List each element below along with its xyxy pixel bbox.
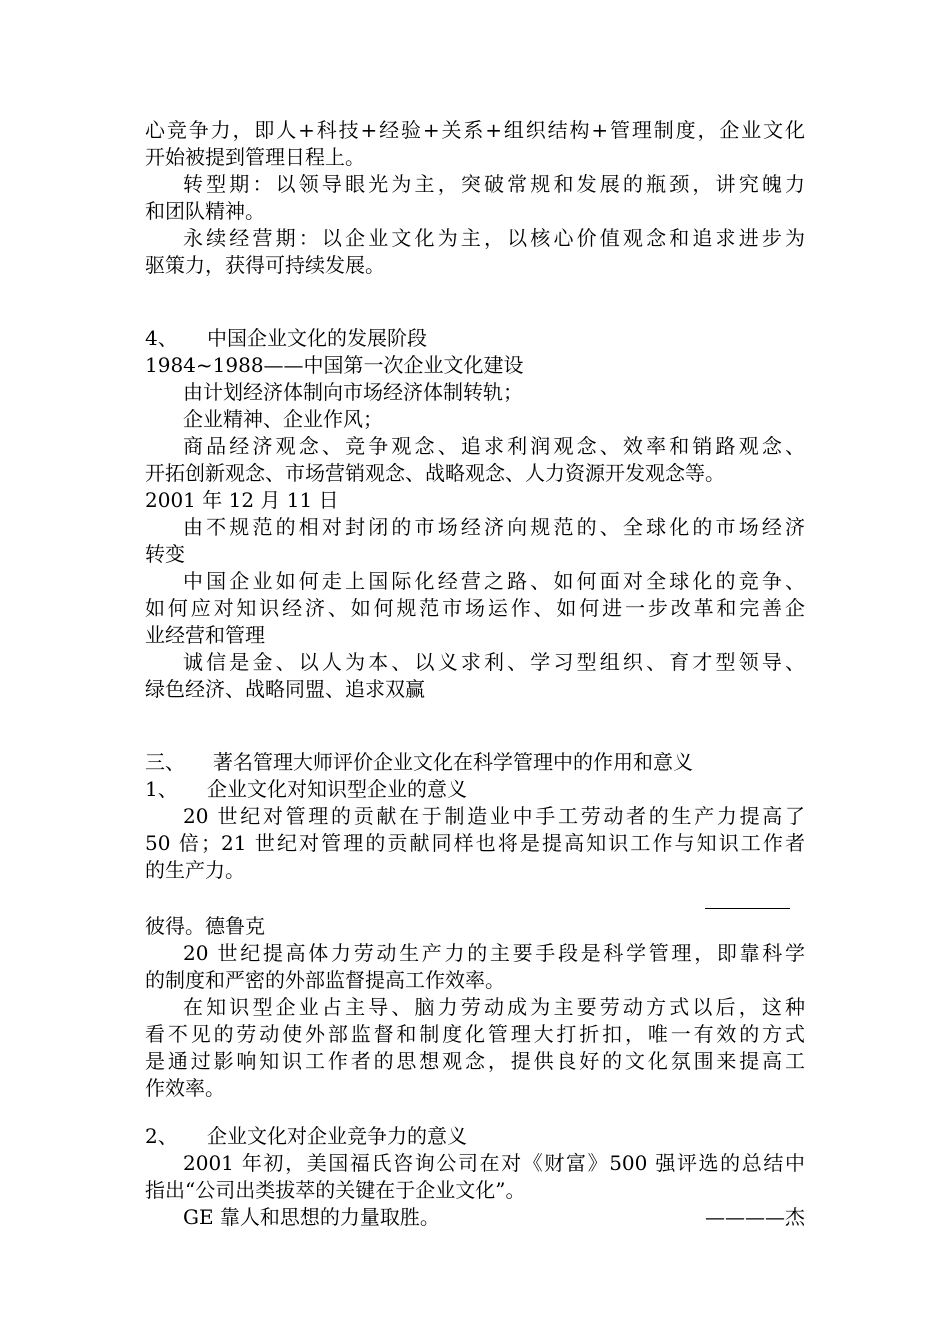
paragraph-line: 开始被提到管理日程上。 bbox=[145, 145, 365, 169]
paragraph-line: 和团队精神。 bbox=[145, 199, 265, 223]
paragraph-line: 由不规范的相对封闭的市场经济向规范的、全球化的市场经济 bbox=[183, 515, 805, 539]
paragraph-line: 在知识型企业占主导、脑力劳动成为主要劳动方式以后，这种 bbox=[183, 995, 805, 1019]
paragraph-line: 20 世纪对管理的贡献在于制造业中手工劳动者的生产力提高了 bbox=[183, 804, 805, 828]
heading-text: 著名管理大师评价企业文化在科学管理中的作用和意义 bbox=[213, 750, 693, 774]
paragraph-line: 的生产力。 bbox=[145, 858, 245, 882]
paragraph-line: 永续经营期：以企业文化为主，以核心价值观念和追求进步为 bbox=[183, 226, 805, 250]
paragraph-line: 心竞争力，即人+科技+经验+关系+组织结构+管理制度，企业文化 bbox=[145, 118, 805, 142]
paragraph-line: 商品经济观念、竞争观念、追求利润观念、效率和销路观念、 bbox=[183, 434, 805, 458]
heading-text: 企业文化对知识型企业的意义 bbox=[207, 777, 467, 801]
paragraph-line: 20 世纪提高体力劳动生产力的主要手段是科学管理，即靠科学 bbox=[183, 941, 805, 965]
paragraph-line: 由计划经济体制向市场经济体制转轨； bbox=[183, 380, 523, 404]
heading-number: 1、 bbox=[145, 777, 178, 801]
paragraph-line: 企业精神、企业作风； bbox=[183, 407, 383, 431]
paragraph-line bbox=[145, 1204, 805, 1231]
stage-title: 1984~1988——中国第一次企业文化建设 bbox=[145, 353, 524, 377]
heading-number: 三、 bbox=[145, 750, 185, 774]
paragraph-line: 的制度和严密的外部监督提高工作效率。 bbox=[145, 968, 505, 992]
document-body bbox=[145, 117, 805, 1231]
paragraph-line: 指出“公司出类拔萃的关键在于企业文化”。 bbox=[145, 1178, 526, 1202]
quote-attribution: 彼得。德鲁克 bbox=[145, 914, 265, 938]
signature-rule bbox=[705, 884, 790, 909]
paragraph-line: 中国企业如何走上国际化经营之路、如何面对全球化的竞争、 bbox=[183, 569, 805, 593]
paragraph-line: 开拓创新观念、市场营销观念、战略观念、人力资源开发观念等。 bbox=[145, 461, 725, 485]
section-heading-4 bbox=[145, 325, 805, 352]
heading-text: 企业文化对企业竞争力的意义 bbox=[207, 1124, 467, 1148]
heading-number: 2、 bbox=[145, 1124, 178, 1148]
paragraph-line: 2001 年初，美国福氏咨询公司在对《财富》500 强评选的总结中 bbox=[183, 1151, 805, 1175]
heading-text: 中国企业文化的发展阶段 bbox=[207, 326, 427, 350]
paragraph-line: 绿色经济、战略同盟、追求双赢 bbox=[145, 677, 425, 701]
stage-title: 2001 年 12 月 11 日 bbox=[145, 488, 339, 512]
paragraph-line: 看不见的劳动使外部监督和制度化管理大打折扣，唯一有效的方式 bbox=[145, 1022, 805, 1046]
quote-text: GE 靠人和思想的力量取胜。 bbox=[183, 1205, 440, 1229]
paragraph-line: 是通过影响知识工作者的思想观念，提供良好的文化氛围来提高工 bbox=[145, 1049, 805, 1073]
subsection-heading-1 bbox=[145, 776, 805, 803]
paragraph-line: 转变 bbox=[145, 542, 185, 566]
paragraph-line: 驱策力，获得可持续发展。 bbox=[145, 253, 385, 277]
paragraph-line: 转型期：以领导眼光为主，突破常规和发展的瓶颈，讲究魄力 bbox=[183, 172, 805, 196]
paragraph-line: 诚信是金、以人为本、以义求利、学习型组织、育才型领导、 bbox=[183, 650, 805, 674]
paragraph-line: 业经营和管理 bbox=[145, 623, 265, 647]
paragraph-line: 作效率。 bbox=[145, 1076, 225, 1100]
subsection-heading-2 bbox=[145, 1123, 805, 1150]
paragraph-line: 50 倍；21 世纪对管理的贡献同样也将是提高知识工作与知识工作者 bbox=[145, 831, 805, 855]
section-heading-3 bbox=[145, 749, 805, 776]
heading-number: 4、 bbox=[145, 326, 178, 350]
paragraph-line: 如何应对知识经济、如何规范市场运作、如何进一步改革和完善企 bbox=[145, 596, 805, 620]
quote-attribution: ————杰 bbox=[705, 1205, 805, 1229]
